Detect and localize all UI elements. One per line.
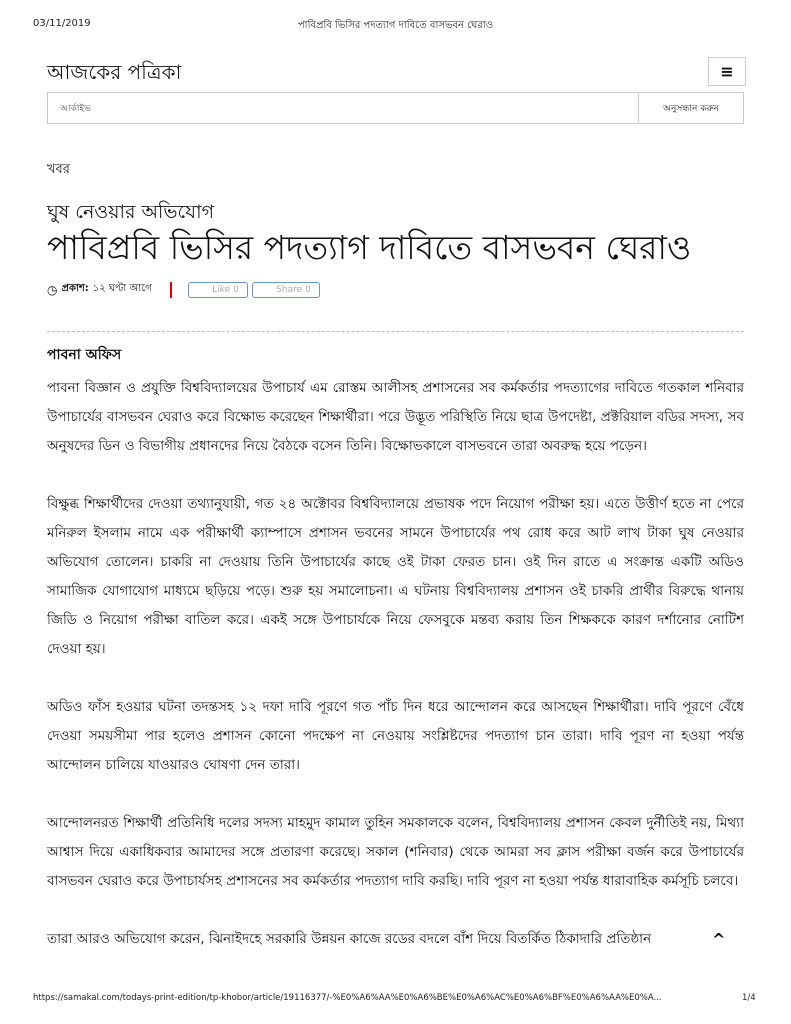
- paragraph: অডিও ফাঁস হওয়ার ঘটনা তদন্তসহ ১২ দফা দাবি পূরণে গত পাঁচ দিন ধরে আন্দোলন করে আসছেন শিক্ষার্থীরা। দাবি পূরণে বেঁধে দেওয়া সময়সীমা পার হলেও প্রশাসন কোনো পদক্ষেপ না নেওয়ায় সংশ্লিষ্টদের পদত্যাগ চান তারা। দাবি পূরণ না হওয়া পর্যন্ত আন্দোলন চালিয়ে যাওয়ারও ঘোষণা দেন তারা।: [47, 699, 744, 773]
- article-body: [47, 374, 744, 983]
- menu-button[interactable]: [708, 57, 746, 86]
- article-byline: পাবনা অফিস: [47, 347, 122, 363]
- paragraph: পাবনা বিজ্ঞান ও প্রযুক্তি বিশ্ববিদ্যালয়ের উপাচার্য এম রোস্তম আলীসহ প্রশাসনের সব কর্মকর্তার পদত্যাগের দাবিতে গতকাল শনিবার উপাচার্যের বাসভবন ঘেরাও করে বিক্ষোভ করেছেন শিক্ষার্থীরা। পরে উদ্ভূত পরিস্থিতি নিয়ে ছাত্র উপদেষ্টা, প্রক্টরিয়াল বডির সদস্য, সব অনুষদের ডিন ও বিভাগীয় প্রধানদের নিয়ে বৈঠকে বসেন তিনি। বিক্ষোভকালে বাসভবনে তারা অবরুদ্ধ হয়ে পড়েন।: [47, 380, 744, 454]
- hamburger-icon: ≡: [720, 62, 734, 81]
- paragraph: আন্দোলনরত শিক্ষার্থী প্রতিনিধি দলের সদস্য মাহমুদ কামাল তুহিন সমকালকে বলেন, বিশ্ববিদ্যালয় প্রশাসন কেবল দুর্নীতিই নয়, মিথ্যা আশ্বাস দিয়ে একাধিকবার আমাদের সঙ্গে প্রতারণা করেছে। সকাল (শনিবার) থেকে আমরা সব ক্লাস পরীক্ষা বর্জন করে উপাচার্যের বাসভবন ঘেরাও করে উপাচার্যসহ প্রশাসনের সব কর্মকর্তার পদত্যাগ দাবি করছি। দাবি পূরণ না হওয়া পর্যন্ত ধারাবাহিক কর্মসূচি চলবে।: [47, 815, 744, 889]
- published-label: প্রকাশ:: [61, 283, 89, 294]
- scroll-to-top-icon[interactable]: ^: [712, 930, 726, 949]
- paragraph: তারা আরও অভিযোগ করেন, ঝিনাইদহে সরকারি উন্নয়ন কাজে রডের বদলে বাঁশ দিয়ে বিতর্কিত ঠিকাদারি প্রতিষ্ঠান: [47, 931, 652, 947]
- print-url: https://samakal.com/todays-print-edition/tp-khobor/article/19116377/-%E0%A6%AA%E0%A6%BE%E0%A6%AC%E0%A6%BF%E0%A6%AA%E0%A...: [33, 993, 662, 1003]
- share-button[interactable]: Share 0: [252, 282, 320, 298]
- search-input[interactable]: [48, 93, 638, 123]
- print-page-title: পাবিপ্রবি ভিসির পদত্যাগ দাবিতে বাসভবন ঘেরাও: [297, 20, 494, 31]
- divider: [170, 282, 172, 298]
- article-subtitle: ঘুষ নেওয়ার অভিযোগ: [47, 201, 215, 223]
- article-title: পাবিপ্রবি ভিসির পদত্যাগ দাবিতে বাসভবন ঘেরাও: [47, 228, 692, 267]
- clock-icon: ◷: [47, 282, 58, 297]
- paragraph: বিক্ষুব্ধ শিক্ষার্থীদের দেওয়া তথ্যানুযায়ী, গত ২৪ অক্টোবর বিশ্ববিদ্যালয়ে প্রভাষক পদে নিয়োগ পরীক্ষা হয়। এতে উত্তীর্ণ হতে না পেরে মনিরুল ইসলাম নামে এক পরীক্ষার্থী ক্যাম্পাসে প্রশাসন ভবনের সামনে উপাচার্যের পথ রোধ করে আট লাখ টাকা ঘুষ নেওয়ার অভিযোগ তোলেন। চাকরি না দেওয়ায় তিনি উপাচার্যের কাছে ওই টাকা ফেরত চান। ওই দিন রাতে এ সংক্রান্ত একটি অডিও সামাজিক যোগাযোগ মাধ্যমে ছড়িয়ে পড়ে। শুরু হয় সমালোচনা। এ ঘটনায় বিশ্ববিদ্যালয় প্রশাসন ওই চাকরি প্রার্থীর বিরুদ্ধে থানায় জিডি ও নিয়োগ পরীক্ষা বাতিল করে। একই সঙ্গে উপাচার্যকে নিয়ে ফেসবুকে মন্তব্য করায় তিন শিক্ষককে কারণ দর্শানোর নোটিশ দেওয়া হয়।: [47, 496, 744, 657]
- print-date: 03/11/2019: [33, 18, 91, 29]
- print-page-number: 1/4: [742, 993, 756, 1003]
- search-bar: [47, 92, 744, 124]
- category-label[interactable]: খবর: [47, 162, 70, 177]
- search-button[interactable]: অনুসন্ধান করুন: [638, 93, 743, 123]
- site-logo[interactable]: আজকের পত্রিকা: [47, 60, 182, 84]
- published-time: ১২ ঘণ্টা আগে: [92, 283, 152, 294]
- divider-line: [47, 331, 744, 332]
- like-button[interactable]: Like 0: [188, 282, 248, 298]
- article-meta: [47, 281, 320, 298]
